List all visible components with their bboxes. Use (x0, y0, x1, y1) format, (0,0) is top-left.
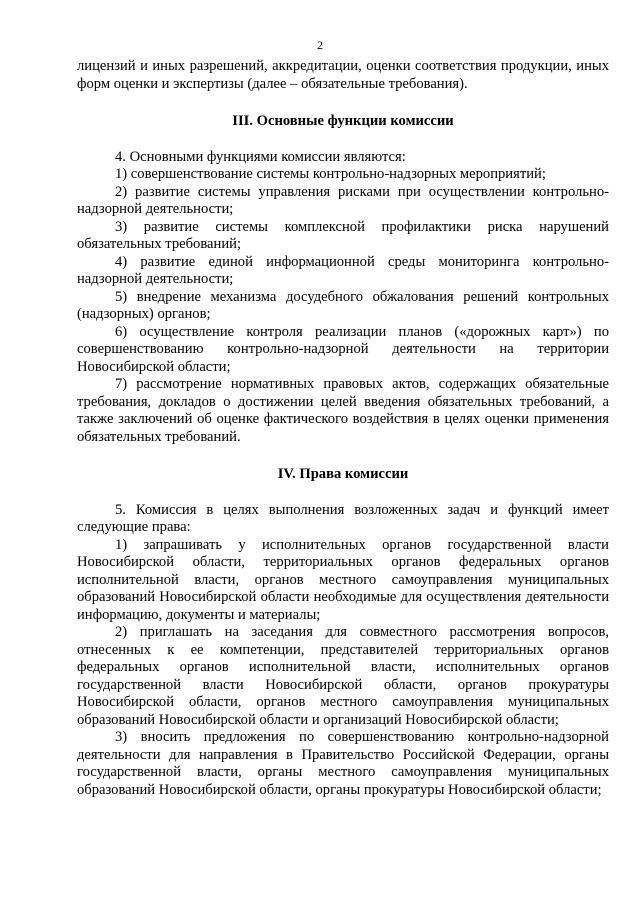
section-3-item: 7) рассмотрение нормативных правовых актов, содержащих обязательные требования, докладов о достижении целей введения обязательных требований, а также заключений об оценке фактического воздействия в целях оценки применения обязательных требований. (77, 376, 609, 445)
section-3-item: 6) осуществление контроля реализации планов («дорожных карт») по совершенствованию контрольно-надзорной деятельности на территории Новосибирской области; (77, 323, 609, 375)
section-3-heading: III. Основные функции комиссии (232, 113, 454, 129)
section-4-lead: 5. Комиссия в целях выполнения возложенных задач и функций имеет следующие права: (77, 501, 609, 535)
section-4-item: 2) приглашать на заседания для совместного рассмотрения вопросов, отнесенных к ее компетенции, представителей территориальных органов федеральных органов исполнительной власти, исполнительных органов государственной власти Новосибирской области, органов прокуратуры Новосибирской области, органов местного самоуправления муниципальных образований Новосибирской области и организаций Новосибирской области; (77, 624, 609, 728)
section-3-item: 3) развитие системы комплексной профилактики риска нарушений обязательных требований; (77, 218, 609, 252)
section-4-item: 3) вносить предложения по совершенствованию контрольно-надзорной деятельности для направления в Правительство Российской Федерации, органы государственной власти, органы местного самоуправления муниципальных образований Новосибирской области, органы прокуратуры Новосибирской области; (77, 729, 609, 798)
section-3-item: 5) внедрение механизма досудебного обжалования решений контрольных (надзорных) органов; (77, 288, 609, 322)
section-3-item: 4) развитие единой информационной среды мониторинга контрольно-надзорной деятельности; (77, 253, 609, 287)
section-4-item: 1) запрашивать у исполнительных органов государственной власти Новосибирской области, территориальных органов федеральных органов исполнительной власти, органов местного самоуправления муниципальных образований Новосибирской области необходимые для осуществления деятельности информацию, документы и материалы; (77, 536, 609, 623)
section-3-lead: 4. Основными функциями комиссии являются: (115, 148, 406, 165)
document-body (77, 58, 609, 799)
intro-paragraph: лицензий и иных разрешений, аккредитации, оценки соответствия продукции, иных форм оценки и экспертизы (далее – обязательные требования). (77, 58, 609, 92)
section-3-item: 1) совершенствование системы контрольно-надзорных мероприятий; (115, 166, 546, 182)
page-number: 2 (317, 38, 323, 52)
section-4-heading: IV. Права комиссии (277, 466, 409, 482)
section-3-item: 2) развитие системы управления рисками при осуществлении контрольно-надзорной деятельности; (77, 183, 609, 217)
